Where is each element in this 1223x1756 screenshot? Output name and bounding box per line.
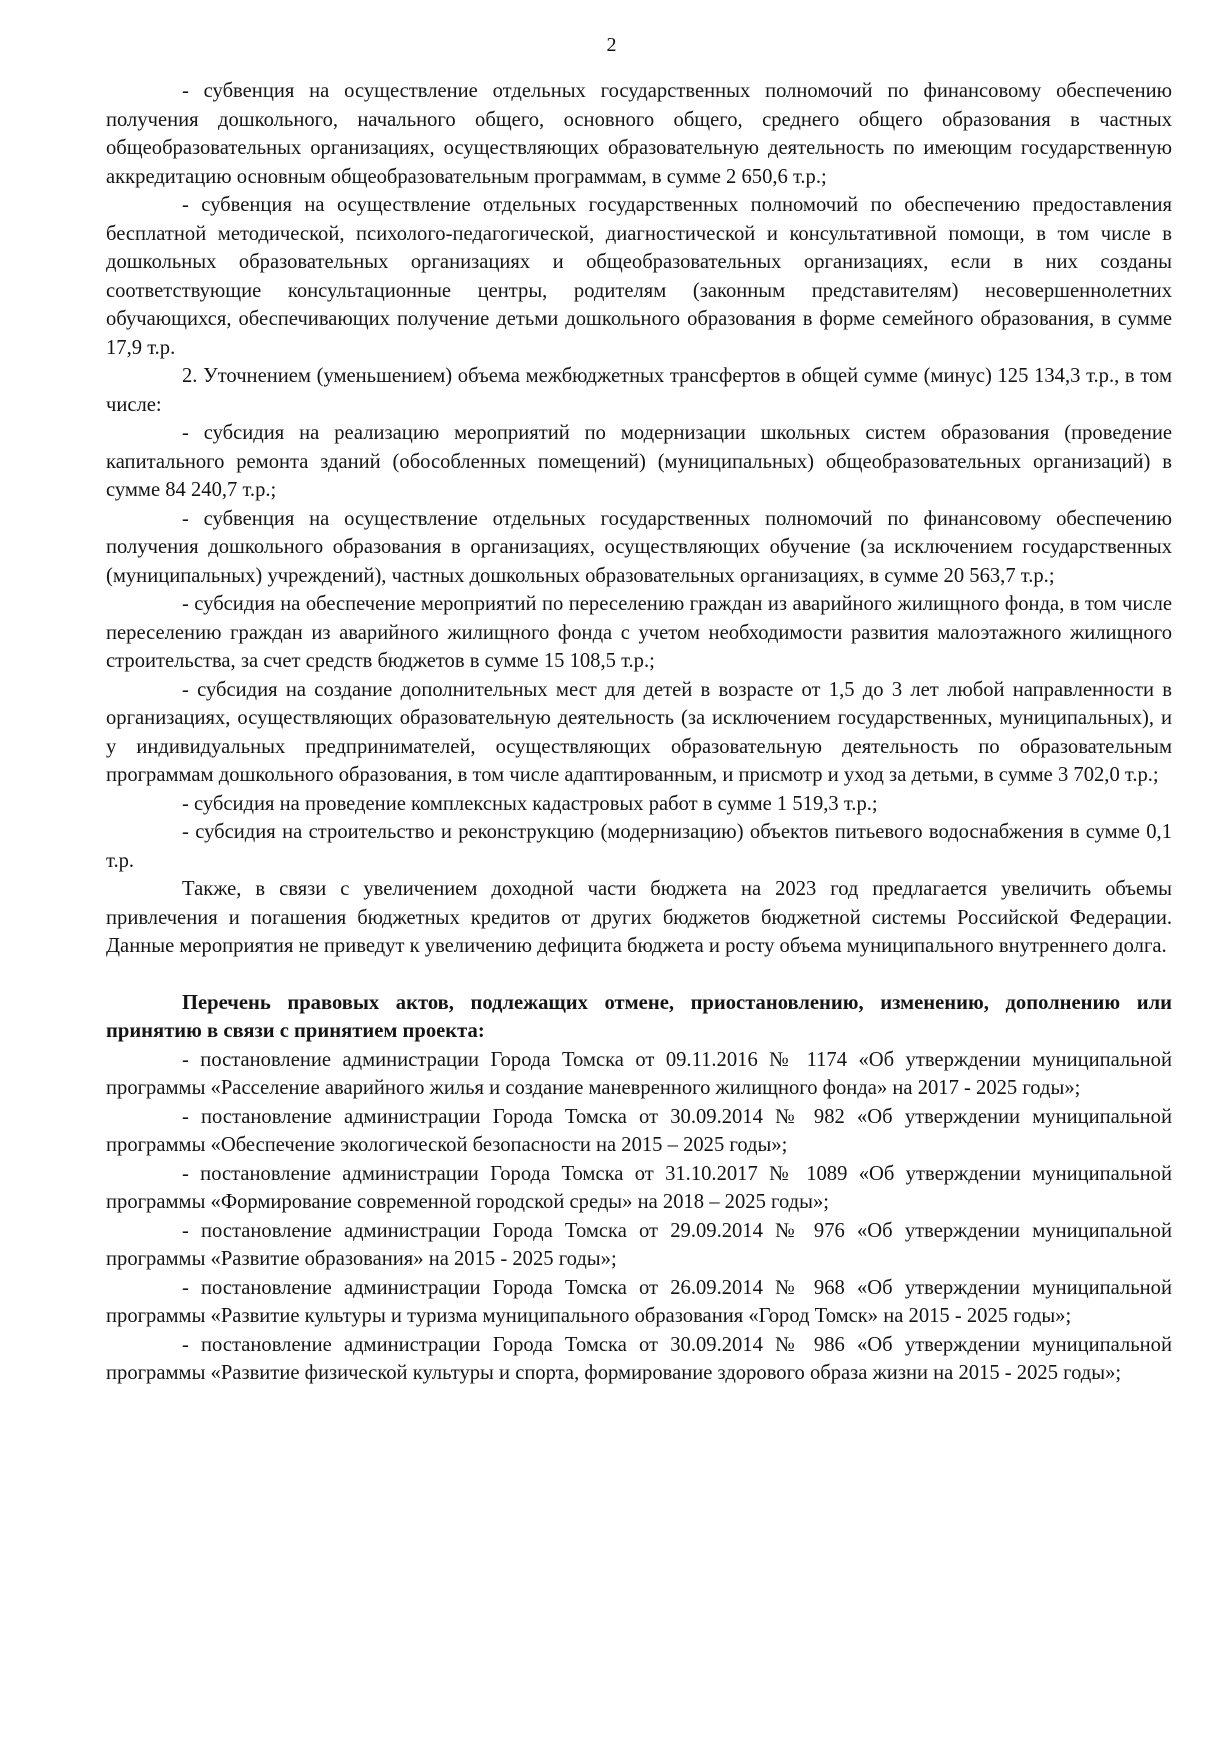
paragraph-act-1174: - постановление администрации Города Томска от 09.11.2016 № 1174 «Об утверждении муниципальной программы «Расселение аварийного жилья и создание маневренного жилищного фонда» на 2017 - 2025 годы»; [106,1048,1172,1099]
paragraph-act-968: - постановление администрации Города Томска от 26.09.2014 № 968 «Об утверждении муниципальной программы «Развитие культуры и туризма муниципального образования «Город Томск» на 2015 - 2025 годы»; [106,1276,1172,1327]
document-body [106,77,1172,1388]
paragraph-subvention-consulting-help: - субвенция на осуществление отдельных государственных полномочий по обеспечению предоставления бесплатной методической, психолого-педагогической, диагностической и консультативной помощи, в том числе в дошкольных образовательных организациях и общеобразовательных организациях, если в них созданы соответствующие консультационные центры, родителям (законным представителям) несовершеннолетних обучающихся, обеспечивающих получение детьми дошкольного образования в форме семейного образования, в сумме 17,9 т.р. [106,194,1172,359]
paragraph-act-986: - постановление администрации Города Томска от 30.09.2014 № 986 «Об утверждении муниципальной программы «Развитие физической культуры и спорта, формирование здорового образа жизни на 2015 - 2025 годы»; [106,1333,1172,1384]
paragraph-subsidy-school-modernization: - субсидия на реализацию мероприятий по модернизации школьных систем образования (проведение капитального ремонта зданий (обособленных помещений) (муниципальных) общеобразовательных организаций) в сумме 84 240,7 т.р.; [106,422,1172,501]
paragraph-act-976: - постановление администрации Города Томска от 29.09.2014 № 976 «Об утверждении муниципальной программы «Развитие образования» на 2015 - 2025 годы»; [106,1219,1172,1270]
page-number: 2 [606,34,617,56]
paragraph-subsidy-childcare-places: - субсидия на создание дополнительных мест для детей в возрасте от 1,5 до 3 лет любой направленности в организациях, осуществляющих образовательную деятельность (за исключением государственных, муниципальных), и у индивидуальных предпринимателей, осуществляющих образовательную деятельность по образовательным программам дошкольного образования, в том числе адаптированным, и присмотр и уход за детьми, в сумме 3 702,0 т.р.; [106,678,1172,786]
paragraph-budget-credits: Также, в связи с увеличением доходной части бюджета на 2023 год предлагается увеличить объемы привлечения и погашения бюджетных кредитов от других бюджетов бюджетной системы Российской Федерации. Данные мероприятия не приведут к увеличению дефицита бюджета и росту объема муниципального внутреннего долга. [106,878,1172,957]
paragraph-act-982: - постановление администрации Города Томска от 30.09.2014 № 982 «Об утверждении муниципальной программы «Обеспечение экологической безопасности на 2015 – 2025 годы»; [106,1105,1172,1156]
paragraph-subsidy-resettlement: - субсидия на обеспечение мероприятий по переселению граждан из аварийного жилищного фонда, в том числе переселению граждан из аварийного жилищного фонда с учетом необходимости развития малоэтажного жилищного строительства, за счет средств бюджетов в сумме 15 108,5 т.р.; [106,593,1172,672]
paragraph-subvention-preschool: - субвенция на осуществление отдельных государственных полномочий по финансовому обеспечению получения дошкольного образования в организациях, осуществляющих обучение (за исключением государственных (муниципальных) учреждений), частных дошкольных образовательных организациях, в сумме 20 563,7 т.р.; [106,507,1172,587]
paragraph-subsidy-water-supply: - субсидия на строительство и реконструкцию (модернизацию) объектов питьевого водоснабжения в сумме 0,1 т.р. [106,821,1172,872]
paragraph-transfers-reduction: 2. Уточнением (уменьшением) объема межбюджетных трансфертов в общей сумме (минус) 125 134,3 т.р., в том числе: [106,365,1172,416]
paragraph-act-1089: - постановление администрации Города Томска от 31.10.2017 № 1089 «Об утверждении муниципальной программы «Формирование современной городской среды» на 2018 – 2025 годы»; [106,1162,1172,1213]
section-heading: Перечень правовых актов, подлежащих отмене, приостановлению, изменению, дополнению или принятию в связи с принятием проекта: [106,991,1172,1042]
paragraph-subsidy-cadastral-works: - субсидия на проведение комплексных кадастровых работ в сумме 1 519,3 т.р.; [182,792,878,815]
paragraph-subvention-private-schools: - субвенция на осуществление отдельных государственных полномочий по финансовому обеспечению получения дошкольного, начального общего, основного общего, среднего общего образования в частных общеобразовательных организациях, осуществляющих образовательную деятельность по имеющим государственную аккредитацию основным общеобразовательным программам, в сумме 2 650,6 т.р.; [106,80,1172,188]
